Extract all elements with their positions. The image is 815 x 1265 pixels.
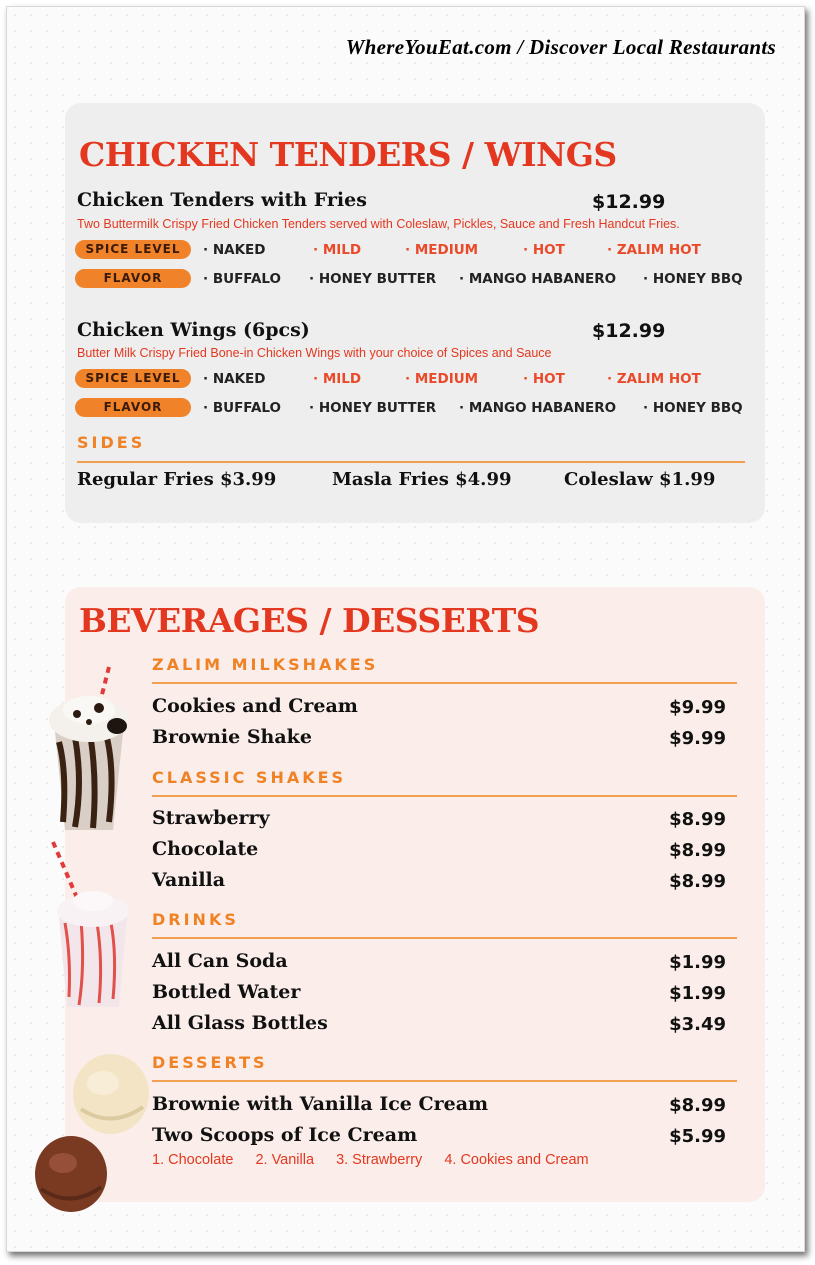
wings-flavor-pill: FLAVOR xyxy=(75,398,191,417)
item-all-can-soda: All Can Soda xyxy=(152,950,288,972)
item-bottled-water: Bottled Water xyxy=(152,981,301,1003)
tenders-spice-zalim-hot: · ZALIM HOT xyxy=(607,242,701,258)
tenders-description: Two Buttermilk Crispy Fried Chicken Tenders served with Coleslaw, Pickles, Sauce and Fresh Handcut Fries. xyxy=(77,217,680,231)
zalim-milkshakes-rule xyxy=(152,682,737,684)
classic-shakes-rule xyxy=(152,795,737,797)
price-all-glass-bottles: $3.49 xyxy=(669,1014,726,1035)
wings-spice-hot: · HOT xyxy=(523,371,565,387)
wings-flavor-honey-butter: · HONEY BUTTER xyxy=(309,400,437,416)
tenders-name: Chicken Tenders with Fries xyxy=(77,189,367,211)
chocolate-scoop-image xyxy=(31,1133,111,1215)
wings-spice-naked: · NAKED xyxy=(203,371,266,387)
desserts-rule xyxy=(152,1080,737,1082)
price-brownie-with-ice-cream: $8.99 xyxy=(669,1095,726,1116)
beverages-section-title: BEVERAGES / DESSERTS xyxy=(79,601,540,640)
scoop-flavor-3: 3. Strawberry xyxy=(336,1152,423,1168)
price-all-can-soda: $1.99 xyxy=(669,952,726,973)
scoop-flavor-4: 4. Cookies and Cream xyxy=(444,1152,589,1168)
price-bottled-water: $1.99 xyxy=(669,983,726,1004)
item-vanilla: Vanilla xyxy=(152,869,226,891)
wings-spice-mild: · MILD xyxy=(313,371,362,387)
tenders-flavor-buffalo: · BUFFALO xyxy=(203,271,282,287)
wings-spice-zalim-hot: · ZALIM HOT xyxy=(607,371,701,387)
wings-spice-medium: · MEDIUM xyxy=(405,371,479,387)
vanilla-scoop-image xyxy=(69,1049,154,1139)
price-vanilla: $8.99 xyxy=(669,871,726,892)
price-cookies-and-cream: $9.99 xyxy=(669,697,726,718)
wings-spice-pill: SPICE LEVEL xyxy=(75,369,191,388)
tenders-spice-naked: · NAKED xyxy=(203,242,266,258)
scoop-flavor-list xyxy=(152,1152,607,1168)
item-brownie-with-ice-cream: Brownie with Vanilla Ice Cream xyxy=(152,1093,489,1115)
tenders-spice-medium: · MEDIUM xyxy=(405,242,479,258)
item-brownie-shake: Brownie Shake xyxy=(152,726,312,748)
side-masla-fries: Masla Fries $4.99 xyxy=(332,469,512,490)
wings-flavor-mango-habanero: · MANGO HABANERO xyxy=(459,400,617,416)
item-two-scoops: Two Scoops of Ice Cream xyxy=(152,1124,418,1146)
side-coleslaw: Coleslaw $1.99 xyxy=(564,469,716,490)
drinks-title: DRINKS xyxy=(152,910,239,929)
wings-flavor-honey-bbq: · HONEY BBQ xyxy=(643,400,743,416)
wings-description: Butter Milk Crispy Fried Bone-in Chicken Wings with your choice of Spices and Sauce xyxy=(77,346,552,360)
cookies-shake-image xyxy=(37,662,137,837)
scoop-flavor-1: 1. Chocolate xyxy=(152,1152,234,1168)
zalim-milkshakes-title: ZALIM MILKSHAKES xyxy=(152,655,379,674)
tenders-spice-mild: · MILD xyxy=(313,242,362,258)
wings-price: $12.99 xyxy=(592,320,666,342)
sides-rule xyxy=(77,461,745,463)
drinks-rule xyxy=(152,937,737,939)
item-chocolate: Chocolate xyxy=(152,838,259,860)
tenders-flavor-honey-bbq: · HONEY BBQ xyxy=(643,271,743,287)
wings-name: Chicken Wings (6pcs) xyxy=(77,319,310,341)
chicken-section-title: CHICKEN TENDERS / WINGS xyxy=(79,135,617,174)
tenders-flavor-honey-butter: · HONEY BUTTER xyxy=(309,271,437,287)
sides-title: SIDES xyxy=(77,433,146,452)
item-strawberry: Strawberry xyxy=(152,807,270,829)
tenders-price: $12.99 xyxy=(592,191,666,213)
price-brownie-shake: $9.99 xyxy=(669,728,726,749)
desserts-title: DESSERTS xyxy=(152,1053,268,1072)
site-attribution: WhereYouEat.com / Discover Local Restaurants xyxy=(345,35,776,59)
menu-page xyxy=(6,6,805,1252)
wings-flavor-buffalo: · BUFFALO xyxy=(203,400,282,416)
strawberry-shake-image xyxy=(45,837,140,1012)
item-cookies-and-cream: Cookies and Cream xyxy=(152,695,358,717)
tenders-flavor-mango-habanero: · MANGO HABANERO xyxy=(459,271,617,287)
tenders-spice-hot: · HOT xyxy=(523,242,565,258)
tenders-spice-pill: SPICE LEVEL xyxy=(75,240,191,259)
classic-shakes-title: CLASSIC SHAKES xyxy=(152,768,347,787)
price-chocolate: $8.99 xyxy=(669,840,726,861)
price-strawberry: $8.99 xyxy=(669,809,726,830)
scoop-flavor-2: 2. Vanilla xyxy=(255,1152,315,1168)
price-two-scoops: $5.99 xyxy=(669,1126,726,1147)
item-all-glass-bottles: All Glass Bottles xyxy=(152,1012,328,1034)
side-regular-fries: Regular Fries $3.99 xyxy=(77,469,277,490)
tenders-flavor-pill: FLAVOR xyxy=(75,269,191,288)
